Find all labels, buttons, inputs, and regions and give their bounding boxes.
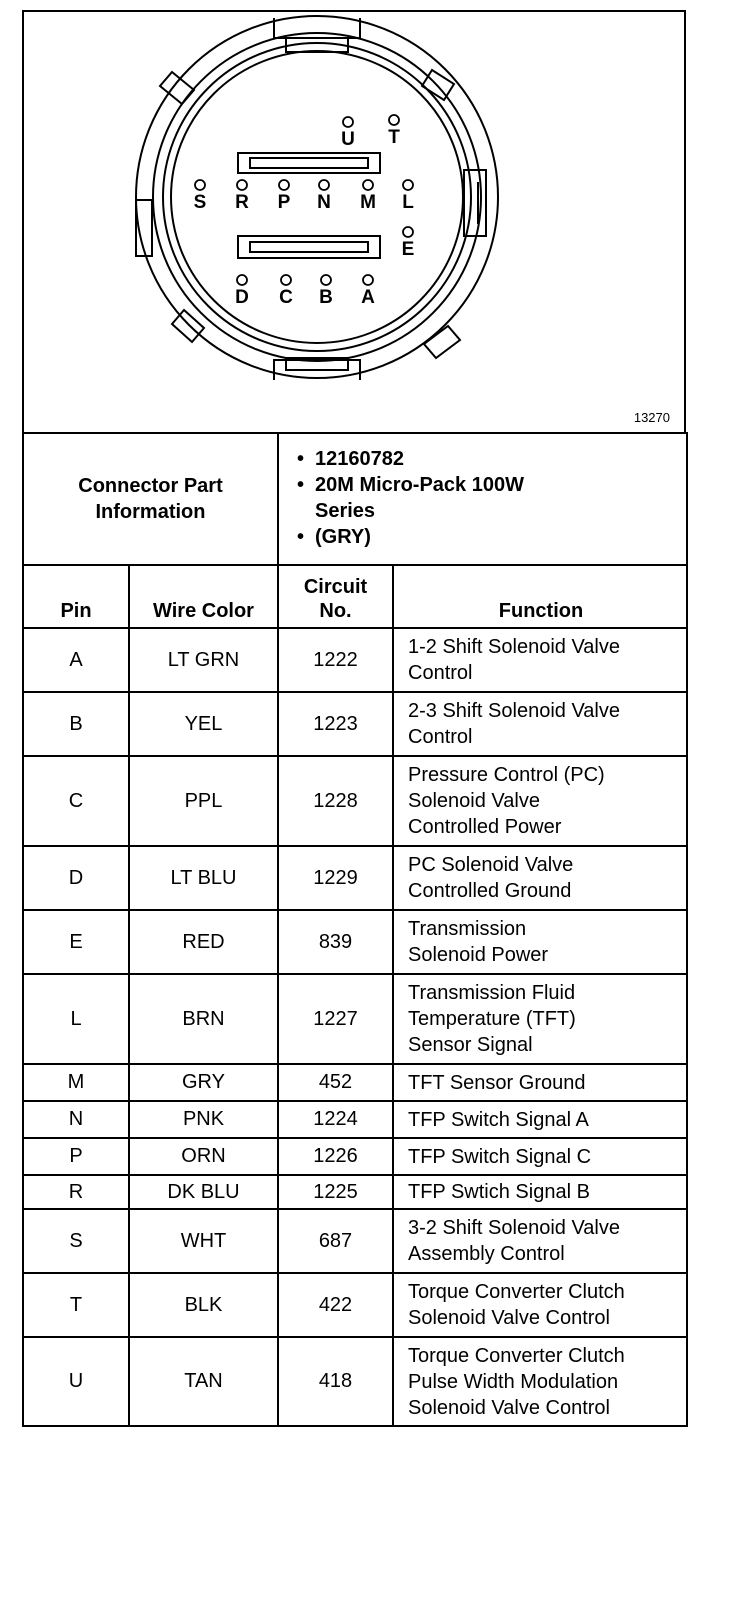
function-line: Solenoid Valve Control [408,1307,610,1329]
function-line: 1-2 Shift Solenoid Valve [408,636,620,658]
column-header-row [23,565,687,628]
function-line: Control [408,726,473,748]
function-line: Torque Converter Clutch [408,1344,625,1367]
upper-slot-inner [250,158,368,168]
part-number: • 12160782 [289,446,680,472]
circuit-cell: 839 [278,910,393,974]
pin-label-l: L [402,192,414,213]
tab-bottom-right [424,326,460,358]
function-cell [393,1064,687,1101]
wire-color-cell: DK BLU [129,1175,278,1209]
function-line: PC Solenoid Valve [408,854,574,876]
table-row [23,756,687,846]
pin-hole-m [363,180,373,190]
wire-color-cell: LT GRN [129,628,278,692]
figure-number: 13270 [633,410,670,425]
pin-label-e: E [401,239,415,260]
function-cell [393,846,687,910]
pin-rows [23,628,687,1426]
table-row [23,1064,687,1101]
pin-hole-u [343,117,353,127]
circuit-cell: 1223 [278,692,393,756]
function-line: Solenoid Valve [408,790,540,812]
pin-hole-b [321,275,331,285]
function-line: Control [408,662,473,684]
function-cell [393,756,687,846]
pin-label-c: C [279,287,293,308]
function-cell [393,1175,687,1209]
function-line: Assembly Control [408,1243,565,1265]
upper-slot [238,153,380,173]
col-header-pin: Pin [23,565,129,628]
pin-cell: N [23,1101,129,1138]
function-cell [393,628,687,692]
wire-color-cell: TAN [129,1337,278,1426]
pin-cell: M [23,1064,129,1101]
tab-bottom-left [172,310,204,342]
circuit-cell: 1225 [278,1175,393,1209]
table-row [23,1273,687,1337]
connector-face-drawing [24,12,688,435]
pin-hole-d [237,275,247,285]
pin-label-b: B [319,287,333,308]
table-row [23,1209,687,1273]
function-line: Solenoid Power [408,944,549,966]
pin-label-u: U [341,129,355,150]
circuit-cell: 1229 [278,846,393,910]
pin-hole-l [403,180,413,190]
pin-label-n: N [317,192,331,213]
table-row [23,974,687,1064]
function-line: TFP Swtich Signal B [408,1181,590,1203]
table-row [23,910,687,974]
circuit-cell: 1226 [278,1138,393,1175]
pin-cell: R [23,1175,129,1209]
table-row [23,1138,687,1175]
connector-diagram [22,10,686,433]
function-cell [393,1273,687,1337]
circuit-cell: 1224 [278,1101,393,1138]
pin-hole-r [237,180,247,190]
function-line: TFP Switch Signal C [408,1145,592,1168]
function-line: Pulse Width Modulation [408,1370,619,1393]
table-row [23,692,687,756]
pin-hole-e [403,227,413,237]
circuit-cell: 1227 [278,974,393,1064]
circuit-cell: 1222 [278,628,393,692]
circuit-cell: 422 [278,1273,393,1337]
pin-label-t: T [388,127,400,148]
connector-info-label: Connector Part Information [23,433,278,565]
function-line: 2-3 Shift Solenoid Valve [408,700,620,722]
function-cell [393,910,687,974]
col-header-circuit: Circuit No. [278,565,393,628]
pinout-table [22,432,688,1427]
circuit-cell: 687 [278,1209,393,1273]
pin-label-d: D [235,287,249,308]
function-cell [393,692,687,756]
pin-label-m: M [360,192,376,213]
pin-label-r: R [235,192,249,213]
function-line: 3-2 Shift Solenoid Valve [408,1217,620,1239]
connector-info-row [23,433,687,565]
function-line: Controlled Power [408,816,562,838]
wire-color-cell: LT BLU [129,846,278,910]
wire-color-cell: YEL [129,692,278,756]
connector-info-details [278,433,687,565]
pin-cell: A [23,628,129,692]
wire-color-cell: WHT [129,1209,278,1273]
wire-color-cell: PNK [129,1101,278,1138]
function-cell [393,1209,687,1273]
table-row [23,846,687,910]
function-cell [393,974,687,1064]
function-line: Sensor Signal [408,1034,533,1056]
wire-color-cell: ORN [129,1138,278,1175]
function-line: TFT Sensor Ground [408,1071,586,1094]
table-row [23,1337,687,1426]
pin-cell: L [23,974,129,1064]
function-cell [393,1138,687,1175]
pin-label-s: S [193,192,207,213]
function-cell [393,1337,687,1426]
col-header-function: Function [393,565,687,628]
pin-hole-t [389,115,399,125]
circuit-cell: 1228 [278,756,393,846]
function-line: Controlled Ground [408,880,572,902]
pin-cell: C [23,756,129,846]
table-row [23,628,687,692]
pin-cell: D [23,846,129,910]
col-header-wire-color: Wire Color [129,565,278,628]
circuit-cell: 418 [278,1337,393,1426]
function-line: Temperature (TFT) [408,1008,576,1030]
function-line: Pressure Control (PC) [408,764,605,786]
wire-color-cell: PPL [129,756,278,846]
pin-cell: U [23,1337,129,1426]
wire-color-cell: GRY [129,1064,278,1101]
wire-color-cell: RED [129,910,278,974]
pin-hole-p [279,180,289,190]
pin-label-a: A [361,287,375,308]
pin-hole-s [195,180,205,190]
pin-cell: P [23,1138,129,1175]
pin-label-p: P [277,192,291,213]
function-line: Transmission Fluid [408,982,576,1004]
wire-color-cell: BLK [129,1273,278,1337]
pin-cell: B [23,692,129,756]
wire-color-cell: BRN [129,974,278,1064]
lower-slot-inner [250,242,368,252]
pin-hole-n [319,180,329,190]
pin-hole-c [281,275,291,285]
circuit-cell: 452 [278,1064,393,1101]
connector-series: • 20M Micro-Pack 100W Series [289,472,545,524]
table-row [23,1175,687,1209]
pin-hole-a [363,275,373,285]
function-line: Transmission [408,918,527,940]
pin-cell: T [23,1273,129,1337]
pin-cell: S [23,1209,129,1273]
table-row [23,1101,687,1138]
connector-color: • (GRY) [289,524,680,550]
pin-cell: E [23,910,129,974]
function-cell [393,1101,687,1138]
function-line: Solenoid Valve Control [408,1396,610,1419]
function-line: TFP Switch Signal A [408,1108,589,1131]
function-line: Torque Converter Clutch [408,1281,625,1303]
lower-slot [238,236,380,258]
